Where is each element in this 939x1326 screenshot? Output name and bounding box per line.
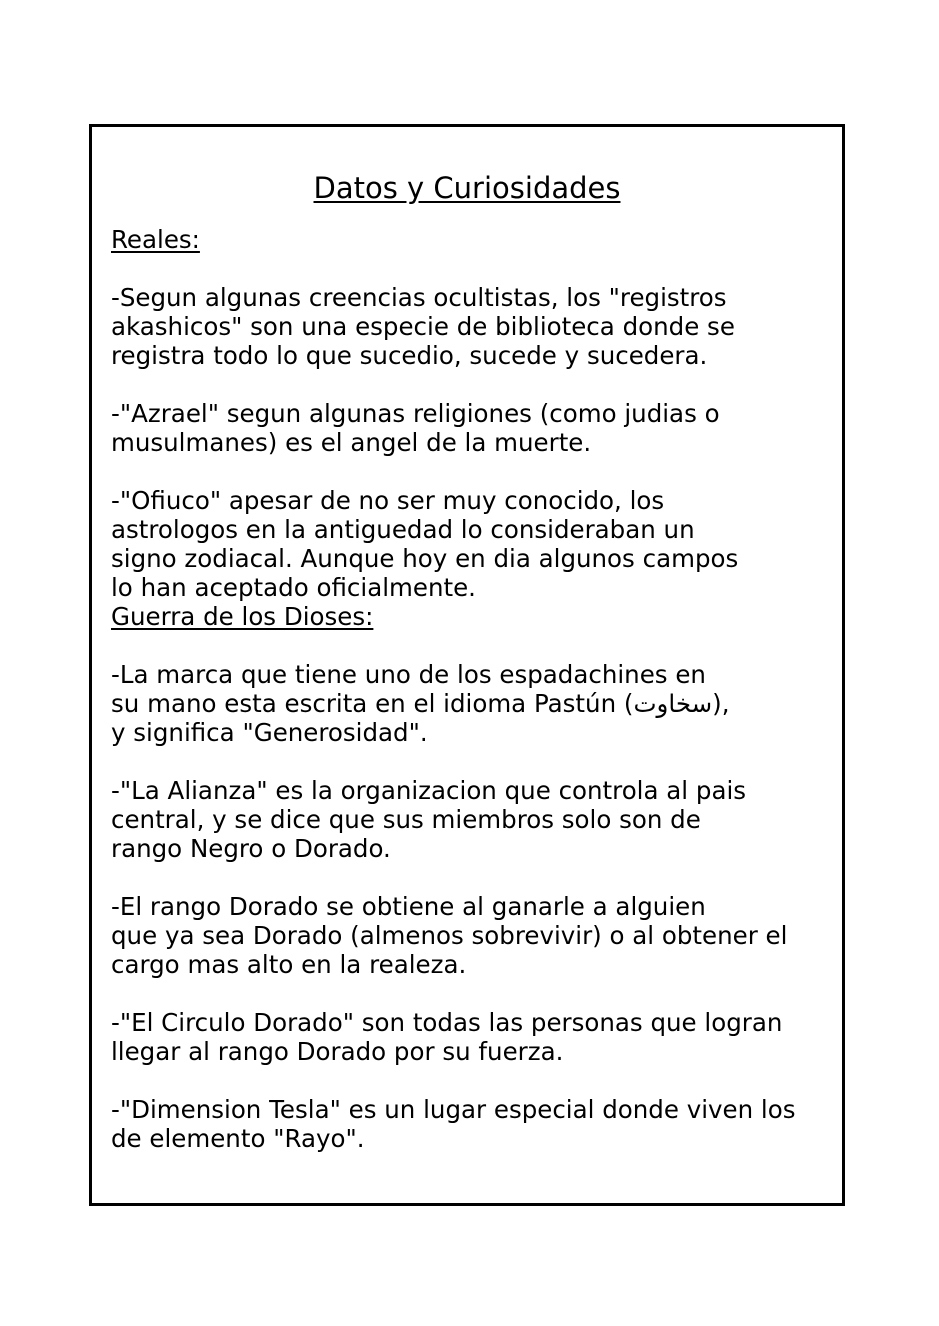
document-body bbox=[111, 225, 846, 1153]
paragraph: -El rango Dorado se obtiene al ganarle a alguien que ya sea Dorado (almenos sobrevivir) o al obtener el cargo mas alto en la realeza. bbox=[111, 892, 788, 979]
paragraph: -"La Alianza" es la organizacion que controla al pais central, y se dice que sus miembros solo son de rango Negro o Dorado. bbox=[111, 776, 747, 863]
paragraph: -Segun algunas creencias ocultistas, los "registros akashicos" son una especie de biblioteca donde se registra todo lo que sucedio, sucede y sucedera. bbox=[111, 283, 735, 370]
page-title: Datos y Curiosidades bbox=[313, 171, 621, 205]
section-heading: Guerra de los Dioses: bbox=[111, 602, 374, 631]
paragraph: -"El Circulo Dorado" son todas las personas que logran llegar al rango Dorado por su fuerza. bbox=[111, 1008, 783, 1066]
paragraph: -"Ofiuco" apesar de no ser muy conocido, los astrologos en la antiguedad lo consideraban un signo zodiacal. Aunque hoy en dia algunos campos lo han aceptado oficialmente. bbox=[111, 486, 739, 602]
paragraph: -"Dimension Tesla" es un lugar especial donde viven los de elemento "Rayo". bbox=[111, 1095, 796, 1153]
paragraph: -La marca que tiene uno de los espadachines en su mano esta escrita en el idioma Pastún (سخاوت), y significa "Generosidad". bbox=[111, 660, 730, 747]
document-frame bbox=[89, 124, 845, 1206]
paragraph: -"Azrael" segun algunas religiones (como judias o musulmanes) es el angel de la muerte. bbox=[111, 399, 720, 457]
section-heading: Reales: bbox=[111, 225, 200, 254]
section-reales bbox=[111, 225, 846, 602]
section-guerra-de-los-dioses bbox=[111, 602, 846, 1153]
